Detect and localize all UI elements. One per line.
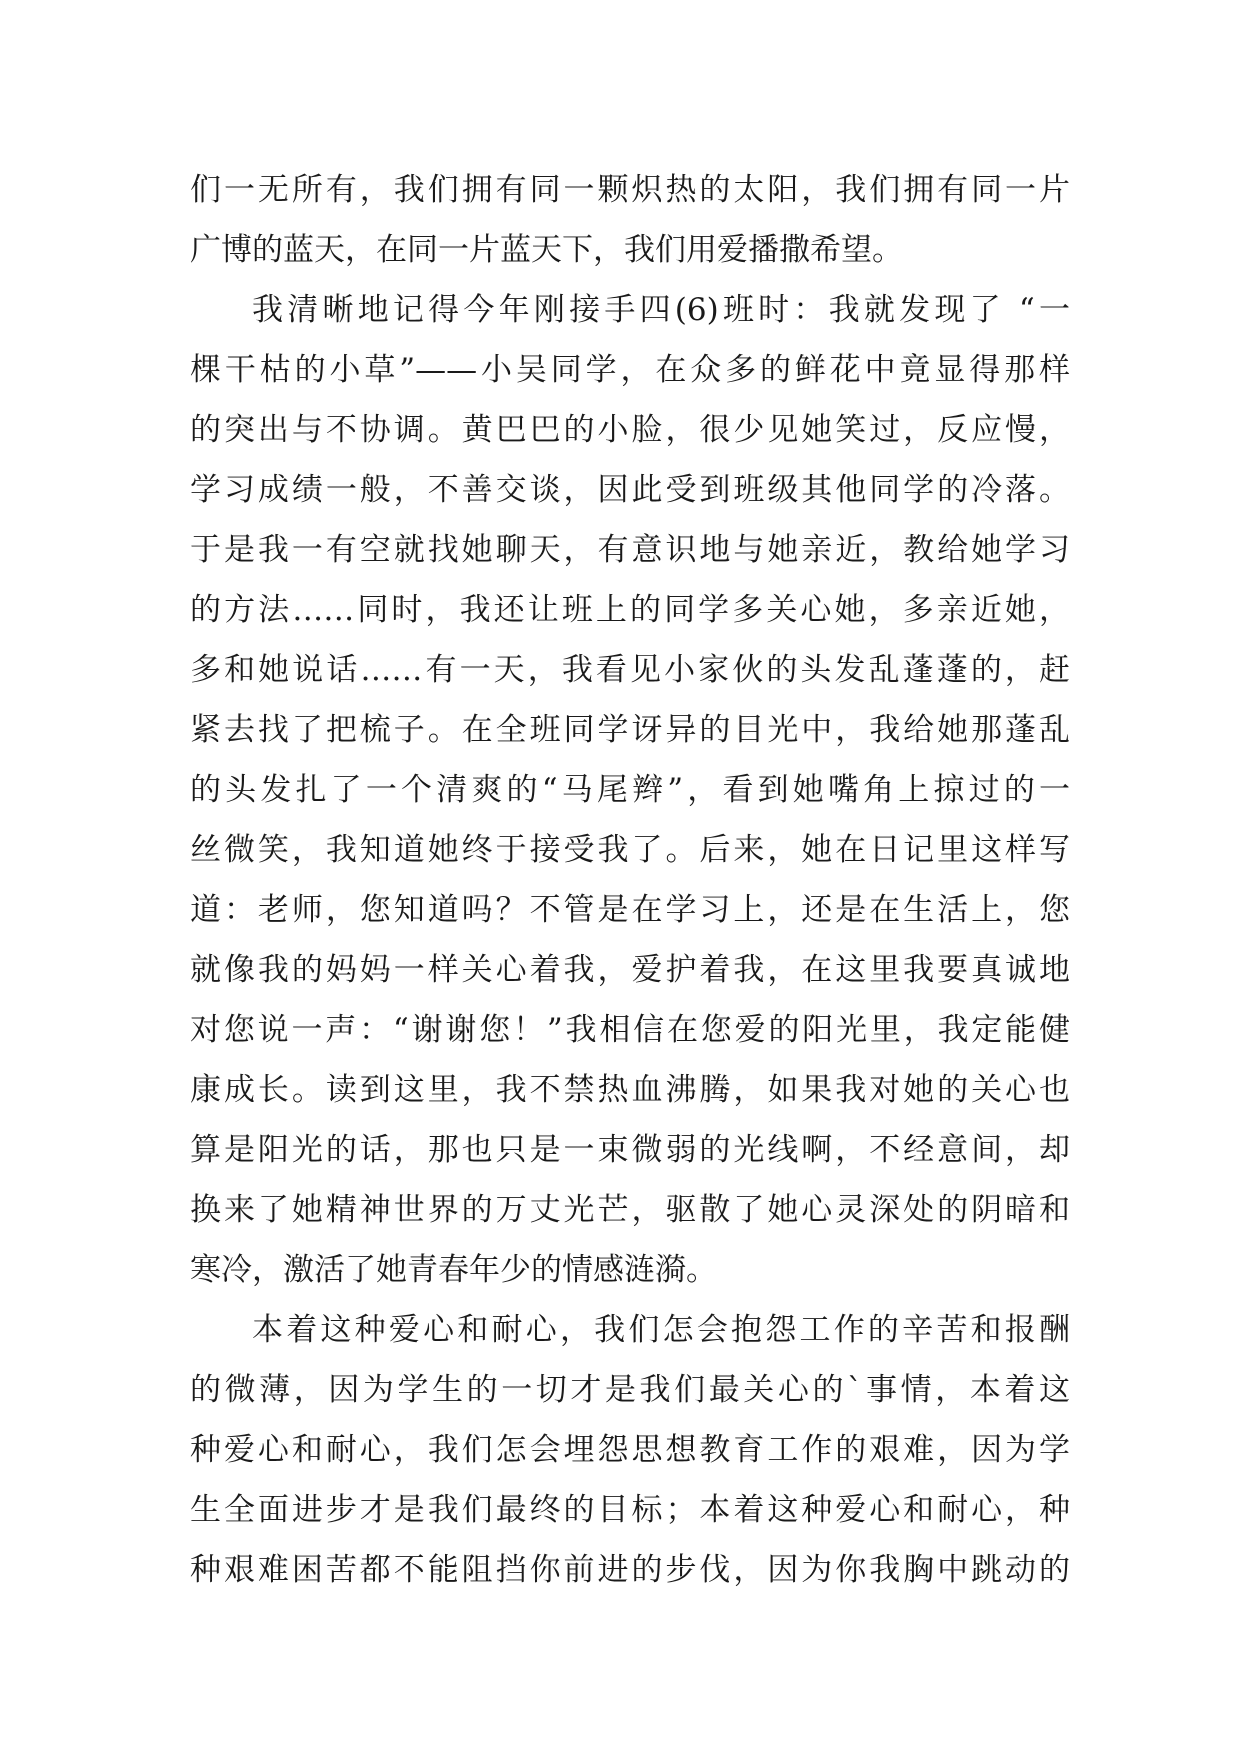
- text-line: 本着这种爱心和耐心，我们怎会抱怨工作的辛苦和报酬: [252, 1312, 1070, 1348]
- body-text: [190, 160, 1070, 1600]
- paragraph-3: [190, 1300, 1070, 1600]
- text-line: 道：老师，您知道吗？不管是在学习上，还是在生活上，您: [190, 892, 1070, 928]
- text-line: 算是阳光的话，那也只是一束微弱的光线啊，不经意间，却: [190, 1132, 1070, 1168]
- text-line: 寒冷，激活了她青春年少的情感涟漪。: [190, 1252, 717, 1288]
- text-line: 丝微笑，我知道她终于接受我了。后来，她在日记里这样写: [190, 832, 1070, 868]
- paragraph-1: [190, 160, 1070, 280]
- text-line: 紧去找了把梳子。在全班同学讶异的目光中，我给她那蓬乱: [190, 712, 1070, 748]
- text-line: 康成长。读到这里，我不禁热血沸腾，如果我对她的关心也: [190, 1072, 1070, 1108]
- text-line: 多和她说话……有一天，我看见小家伙的头发乱蓬蓬的，赶: [190, 652, 1070, 688]
- text-line: 于是我一有空就找她聊天，有意识地与她亲近，教给她学习: [190, 532, 1070, 568]
- text-line: 的头发扎了一个清爽的“马尾辫”，看到她嘴角上掠过的一: [190, 772, 1070, 808]
- text-line: 的突出与不协调。黄巴巴的小脸，很少见她笑过，反应慢，: [190, 412, 1070, 448]
- text-line: 的方法……同时，我还让班上的同学多关心她，多亲近她，: [190, 592, 1070, 628]
- text-line: 广博的蓝天，在同一片蓝天下，我们用爱播撒希望。: [190, 232, 903, 268]
- text-line: 们一无所有，我们拥有同一颗炽热的太阳，我们拥有同一片: [190, 172, 1070, 208]
- text-line: 我清晰地记得今年刚接手四(6)班时：我就发现了 “一: [252, 292, 1070, 328]
- text-line: 学习成绩一般，不善交谈，因此受到班级其他同学的冷落。: [190, 472, 1070, 508]
- paragraph-2: [190, 280, 1070, 1300]
- text-line: 棵干枯的小草”——小吴同学，在众多的鲜花中竟显得那样: [190, 352, 1070, 388]
- text-line: 就像我的妈妈一样关心着我，爱护着我，在这里我要真诚地: [190, 952, 1070, 988]
- text-line: 换来了她精神世界的万丈光芒，驱散了她心灵深处的阴暗和: [190, 1192, 1070, 1228]
- text-line: 种艰难困苦都不能阻挡你前进的步伐，因为你我胸中跳动的: [190, 1552, 1070, 1588]
- text-line: 生全面进步才是我们最终的目标；本着这种爱心和耐心，种: [190, 1492, 1070, 1528]
- text-line: 种爱心和耐心，我们怎会埋怨思想教育工作的艰难，因为学: [190, 1432, 1070, 1468]
- text-line: 对您说一声：“谢谢您！”我相信在您爱的阳光里，我定能健: [190, 1012, 1070, 1048]
- text-line: 的微薄，因为学生的一切才是我们最关心的`事情，本着这: [190, 1372, 1070, 1408]
